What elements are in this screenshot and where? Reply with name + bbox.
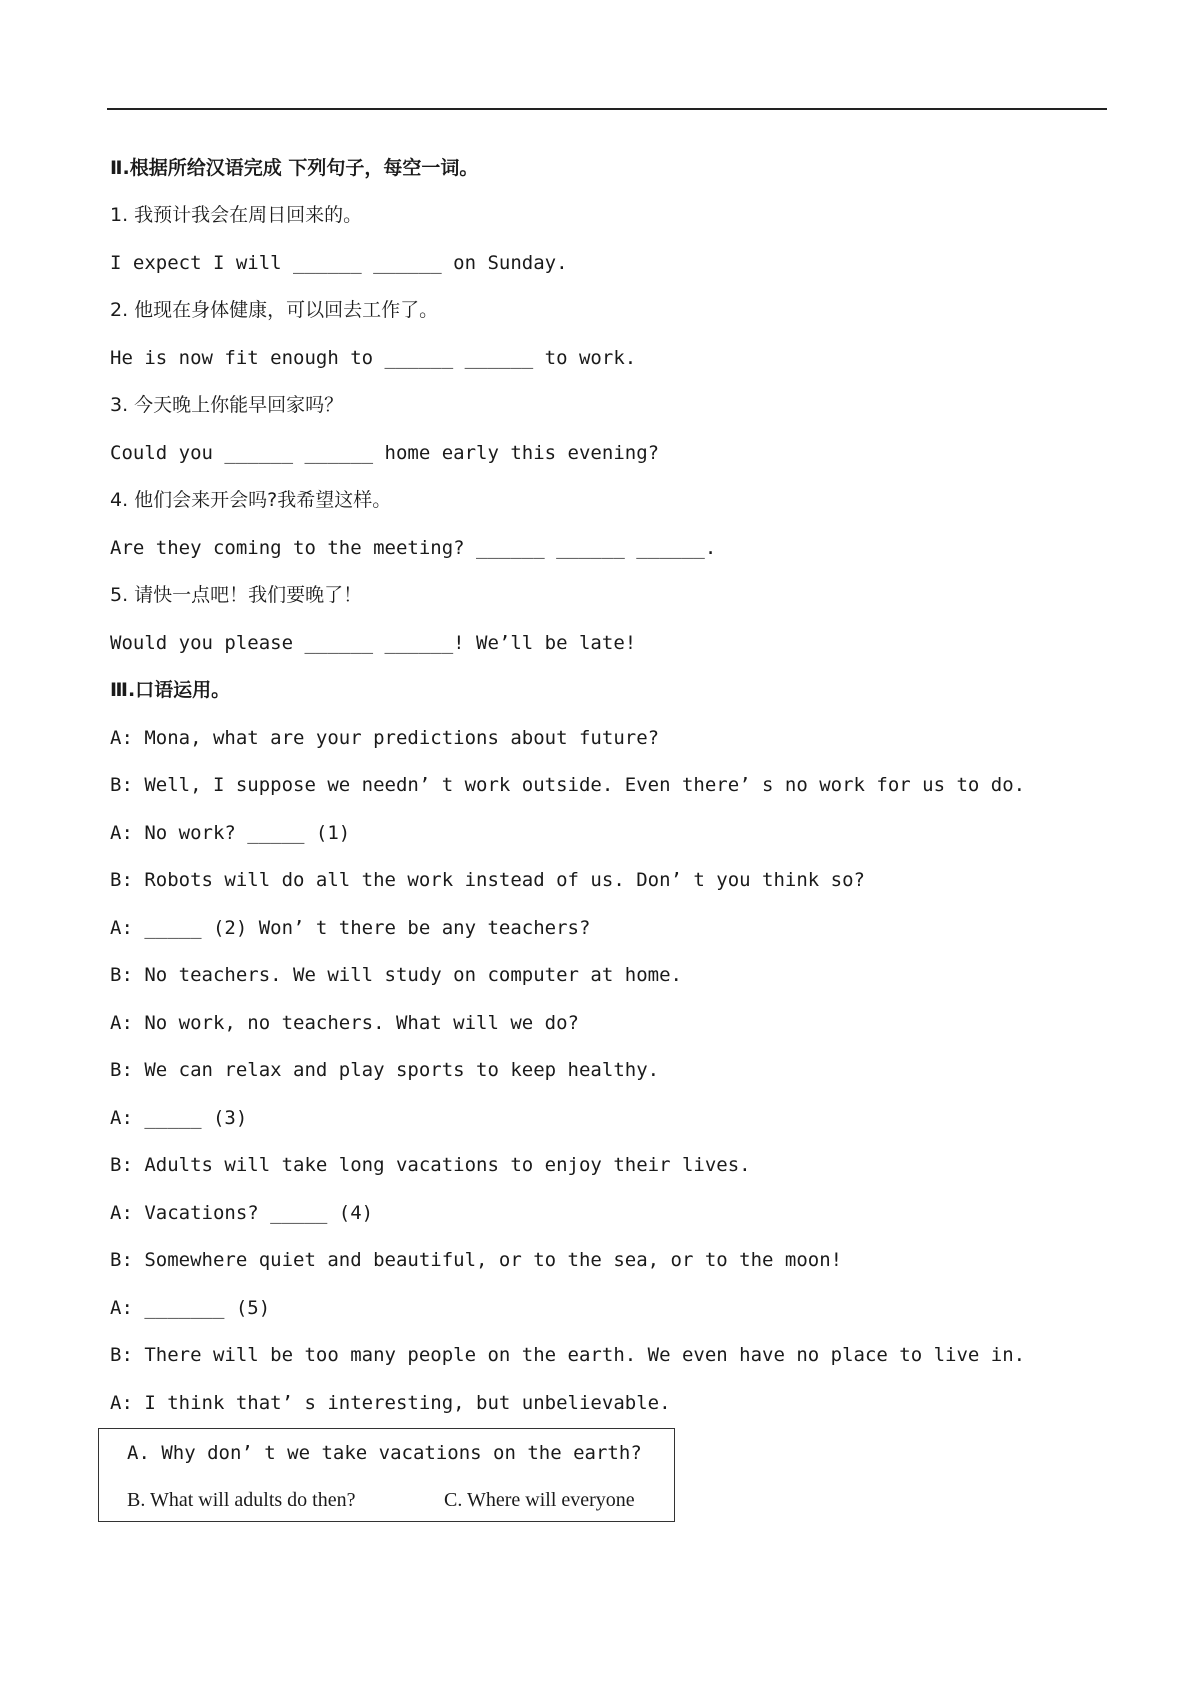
dialogue-line: A: No work? _____ (1) [110, 822, 351, 844]
header-rule [107, 108, 1107, 110]
item3-english: Could you ______ ______ home early this evening? [110, 442, 660, 464]
dialogue-line: A: I think that’ s interesting, but unbelievable. [110, 1392, 671, 1414]
option-b: B. What will adults do then? [127, 1489, 356, 1511]
dialogue-line: A: Vacations? _____ (4) [110, 1202, 374, 1224]
item4-english: Are they coming to the meeting? ______ ______ ______. [110, 537, 717, 559]
item5-english: Would you please ______ ______! We’ll be late! [110, 632, 637, 654]
dialogue-line: B: Robots will do all the work instead of us. Don’ t you think so? [110, 869, 865, 891]
option-c: C. Where will everyone [444, 1489, 635, 1511]
section2-heading: Ⅱ.根据所给汉语完成 下列句子，每空一词。 [110, 157, 479, 179]
dialogue-line: B: Well, I suppose we needn’ t work outside. Even there’ s no work for us to do. [110, 774, 1026, 796]
dialogue-line: B: No teachers. We will study on computer at home. [110, 964, 682, 986]
dialogue-line: A: _______ (5) [110, 1297, 271, 1319]
dialogue-line: B: Somewhere quiet and beautiful, or to the sea, or to the moon! [110, 1249, 843, 1271]
item3-chinese: 3. 今天晚上你能早回家吗？ [110, 394, 344, 416]
item2-english: He is now fit enough to ______ ______ to work. [110, 347, 637, 369]
dialogue-line: A: No work, no teachers. What will we do? [110, 1012, 579, 1034]
item1-english: I expect I will ______ ______ on Sunday. [110, 252, 568, 274]
dialogue-line: A: _____ (2) Won’ t there be any teachers? [110, 917, 591, 939]
dialogue-line: B: We can relax and play sports to keep healthy. [110, 1059, 660, 1081]
dialogue-line: B: There will be too many people on the earth. We even have no place to live in. [110, 1344, 1026, 1366]
section3-heading: Ⅲ.口语运用。 [110, 679, 231, 701]
item4-chinese: 4. 他们会来开会吗?我希望这样。 [110, 489, 392, 511]
dialogue-line: A: _____ (3) [110, 1107, 248, 1129]
item5-chinese: 5. 请快一点吧！我们要晚了！ [110, 584, 363, 606]
dialogue-line: B: Adults will take long vacations to enjoy their lives. [110, 1154, 751, 1176]
options-box [98, 1428, 675, 1522]
dialogue-line: A: Mona, what are your predictions about future? [110, 727, 660, 749]
item2-chinese: 2. 他现在身体健康，可以回去工作了。 [110, 299, 439, 321]
option-a: A. Why don’ t we take vacations on the earth? [127, 1442, 642, 1464]
item1-chinese: 1. 我预计我会在周日回来的。 [110, 204, 363, 226]
